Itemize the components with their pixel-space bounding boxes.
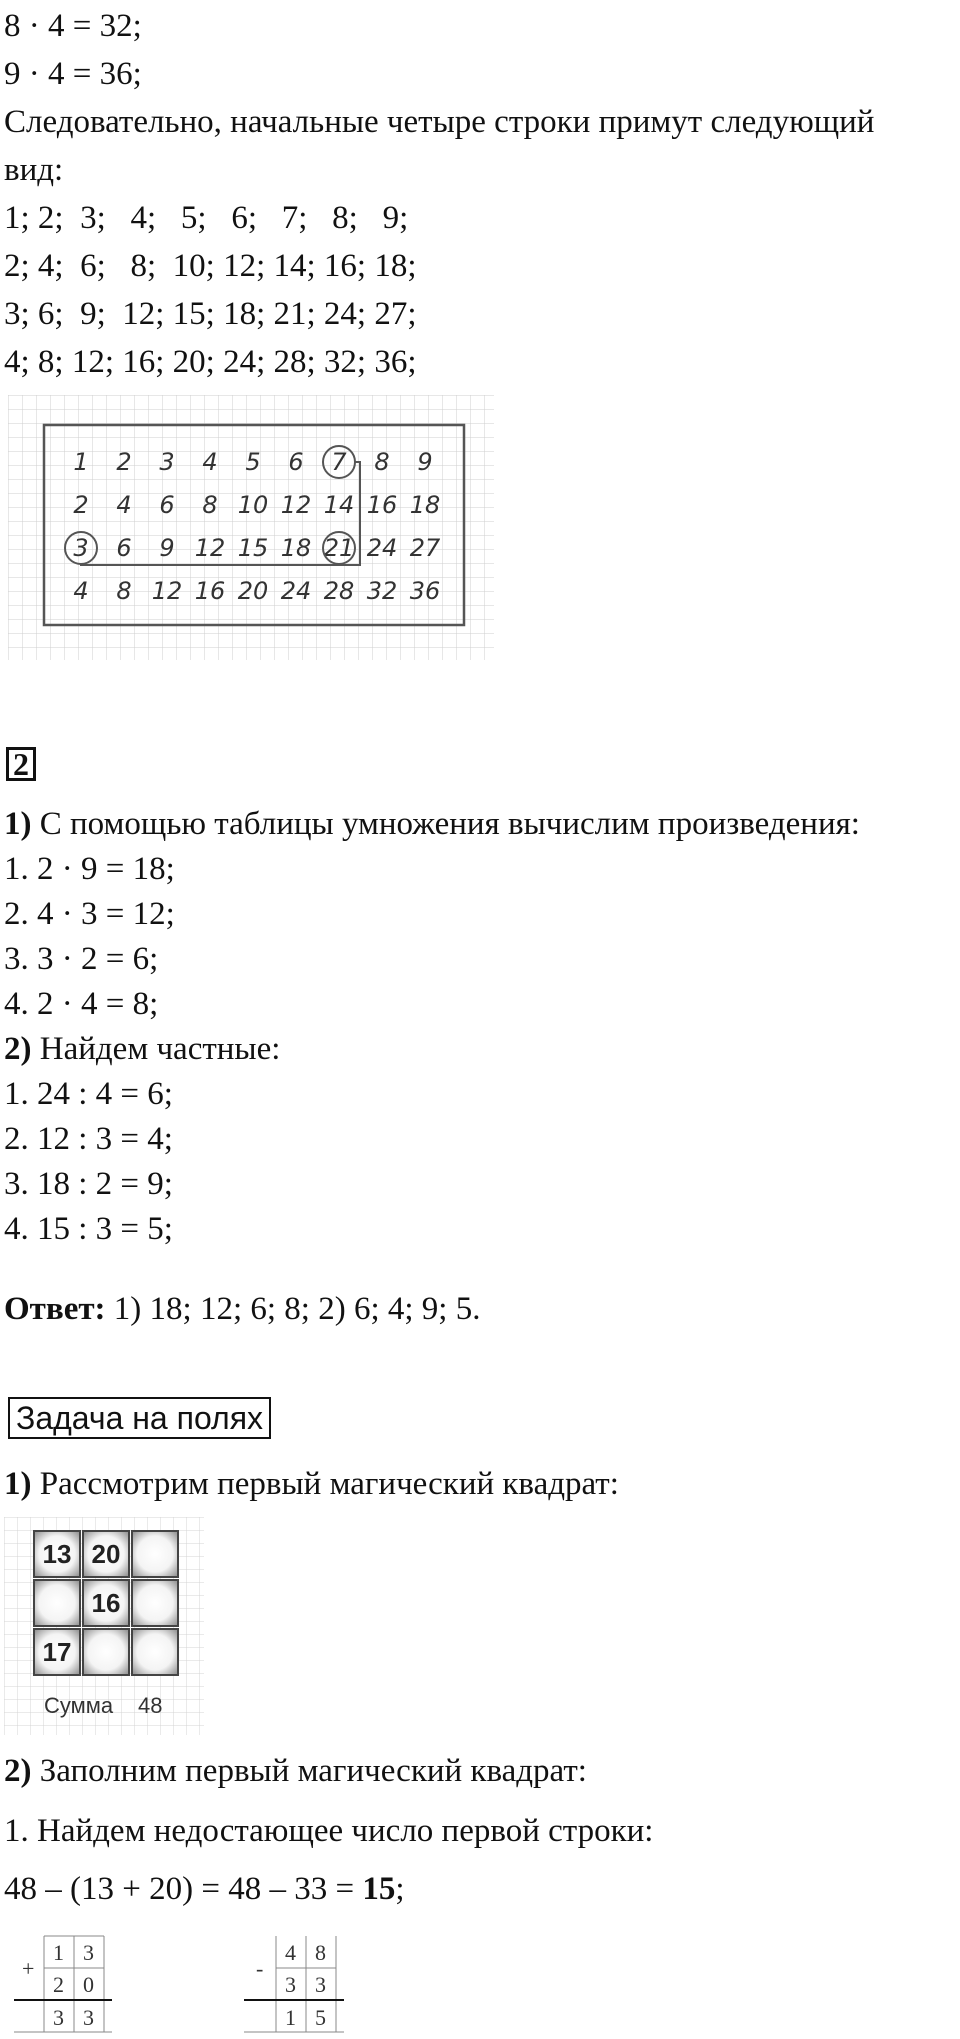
formula-result: 15 — [362, 1871, 396, 1907]
grid-cell-number: 15 — [237, 534, 269, 562]
text-line-1: 8 · 4 = 32; — [4, 8, 142, 44]
part2-text: Найдем частные: — [31, 1031, 281, 1067]
grid-cell-number: 27 — [409, 534, 441, 562]
grid-cell-number: 10 — [237, 491, 269, 519]
grid-cell-number: 24 — [280, 577, 312, 605]
grid-cell-number: 3 — [73, 534, 89, 562]
answer-text: 1) 18; 12; 6; 8; 2) 6; 4; 9; 5. — [105, 1291, 481, 1327]
magic-square-value: 20 — [91, 1539, 121, 1569]
grid-cell-number: 18 — [280, 534, 312, 562]
multiplication-grid-figure — [8, 395, 494, 660]
sub-a-tens: 4 — [285, 1940, 296, 1965]
text-line-3: Следовательно, начальные четыре строки примут следующий — [4, 104, 875, 140]
grid-cell-number: 36 — [409, 577, 441, 605]
grid-cell-number: 8 — [374, 448, 390, 476]
add-b-ones: 0 — [83, 1972, 94, 1997]
grid-cell-number: 16 — [194, 577, 226, 605]
answer-label: Ответ: — [4, 1291, 106, 1327]
text-line-2: 9 · 4 = 36; — [4, 56, 142, 92]
task2-part1-line — [4, 808, 860, 841]
grid-cell-number: 8 — [202, 491, 218, 519]
product-2: 2. 4 · 3 = 12; — [4, 896, 175, 932]
magic-square-cell — [132, 1531, 178, 1577]
grid-cell-number: 4 — [202, 448, 218, 476]
magic-square-value: 17 — [42, 1637, 72, 1667]
magic-square-figure — [4, 1517, 204, 1735]
grid-cell-number: 1 — [73, 448, 89, 476]
text-line-4: вид: — [4, 152, 64, 188]
grid-cell-number: 6 — [159, 491, 175, 519]
magic-square-value: 13 — [42, 1539, 72, 1569]
part1-label: 1) — [4, 806, 32, 842]
product-4: 4. 2 · 4 = 8; — [4, 986, 159, 1022]
grid-cell-number: 6 — [116, 534, 132, 562]
row-line-1: 1; 2; 3; 4; 5; 6; 7; 8; 9; — [4, 200, 409, 236]
magic-square-cell — [83, 1629, 129, 1675]
product-1: 1. 2 · 9 = 18; — [4, 851, 175, 887]
magic-square-cell — [132, 1580, 178, 1626]
row-line-4: 4; 8; 12; 16; 20; 24; 28; 32; 36; — [4, 344, 417, 380]
magic-square-cell — [132, 1629, 178, 1675]
product-3: 3. 3 · 2 = 6; — [4, 941, 159, 977]
margin-part1-label: 1) — [4, 1466, 32, 1502]
grid-cell-number: 21 — [323, 534, 355, 562]
grid-cell-number: 9 — [159, 534, 175, 562]
sub-b-ones: 3 — [315, 1972, 326, 1997]
margin-part1-line — [4, 1468, 619, 1501]
grid-cell-number: 12 — [194, 534, 226, 562]
step1-line: 1. Найдем недостающее число первой строки: — [4, 1813, 654, 1849]
grid-cell-number: 6 — [288, 448, 304, 476]
add-a-ones: 3 — [83, 1940, 94, 1965]
formula-suffix: ; — [395, 1871, 405, 1907]
magic-square-value: 16 — [91, 1588, 121, 1618]
column-addition — [12, 1932, 122, 2036]
add-sum-tens: 3 — [53, 2005, 64, 2030]
quotient-1: 1. 24 : 4 = 6; — [4, 1076, 173, 1112]
sum-label: Сумма — [44, 1693, 114, 1718]
margin-part2-line — [4, 1755, 587, 1788]
formula-line — [4, 1873, 404, 1906]
grid-cell-number: 9 — [417, 448, 433, 476]
margin-part2-text: Заполним первый магический квадрат: — [31, 1753, 587, 1789]
grid-cell-number: 14 — [323, 491, 355, 519]
column-subtraction — [240, 1932, 350, 2036]
magic-square-cell — [34, 1580, 80, 1626]
grid-cell-number: 16 — [366, 491, 398, 519]
task-number-box: 2 — [6, 747, 36, 781]
grid-cell-number: 8 — [116, 577, 132, 605]
margin-part2-label: 2) — [4, 1753, 32, 1789]
grid-cell-number: 24 — [366, 534, 398, 562]
margin-part1-text: Рассмотрим первый магический квадрат: — [31, 1466, 619, 1502]
grid-cell-number: 5 — [245, 448, 261, 476]
quotient-2: 2. 12 : 3 = 4; — [4, 1121, 173, 1157]
grid-cell-number: 3 — [159, 448, 175, 476]
part2-label: 2) — [4, 1031, 32, 1067]
grid-cell-number: 12 — [151, 577, 183, 605]
grid-cell-number: 12 — [280, 491, 312, 519]
sum-value: 48 — [138, 1693, 163, 1718]
grid-cell-number: 32 — [366, 577, 398, 605]
grid-cell-number: 2 — [116, 448, 132, 476]
part1-text: С помощью таблицы умножения вычислим произведения: — [31, 806, 860, 842]
minus-sign: - — [256, 1956, 264, 1981]
sub-b-tens: 3 — [285, 1972, 296, 1997]
row-line-3: 3; 6; 9; 12; 15; 18; 21; 24; 27; — [4, 296, 417, 332]
quotient-4: 4. 15 : 3 = 5; — [4, 1211, 173, 1247]
grid-cell-number: 18 — [409, 491, 441, 519]
sub-diff-tens: 1 — [285, 2005, 296, 2030]
row-line-2: 2; 4; 6; 8; 10; 12; 14; 16; 18; — [4, 248, 417, 284]
grid-cell-number: 7 — [331, 448, 347, 476]
add-a-tens: 1 — [53, 1940, 64, 1965]
grid-cell-number: 28 — [323, 577, 355, 605]
quotient-3: 3. 18 : 2 = 9; — [4, 1166, 173, 1202]
sub-diff-ones: 5 — [315, 2005, 326, 2030]
add-b-tens: 2 — [53, 1972, 64, 1997]
grid-cell-number: 4 — [73, 577, 89, 605]
grid-cell-number: 20 — [237, 577, 269, 605]
task2-part2-line — [4, 1033, 280, 1066]
plus-sign: + — [22, 1956, 35, 1981]
margin-task-title: Задача на полях — [8, 1397, 271, 1439]
formula-prefix: 48 – (13 + 20) = 48 – 33 = — [4, 1871, 363, 1907]
grid-cell-number: 2 — [73, 491, 89, 519]
sub-a-ones: 8 — [315, 1940, 326, 1965]
add-sum-ones: 3 — [83, 2005, 94, 2030]
answer-line — [4, 1293, 480, 1326]
grid-cell-number: 4 — [116, 491, 132, 519]
